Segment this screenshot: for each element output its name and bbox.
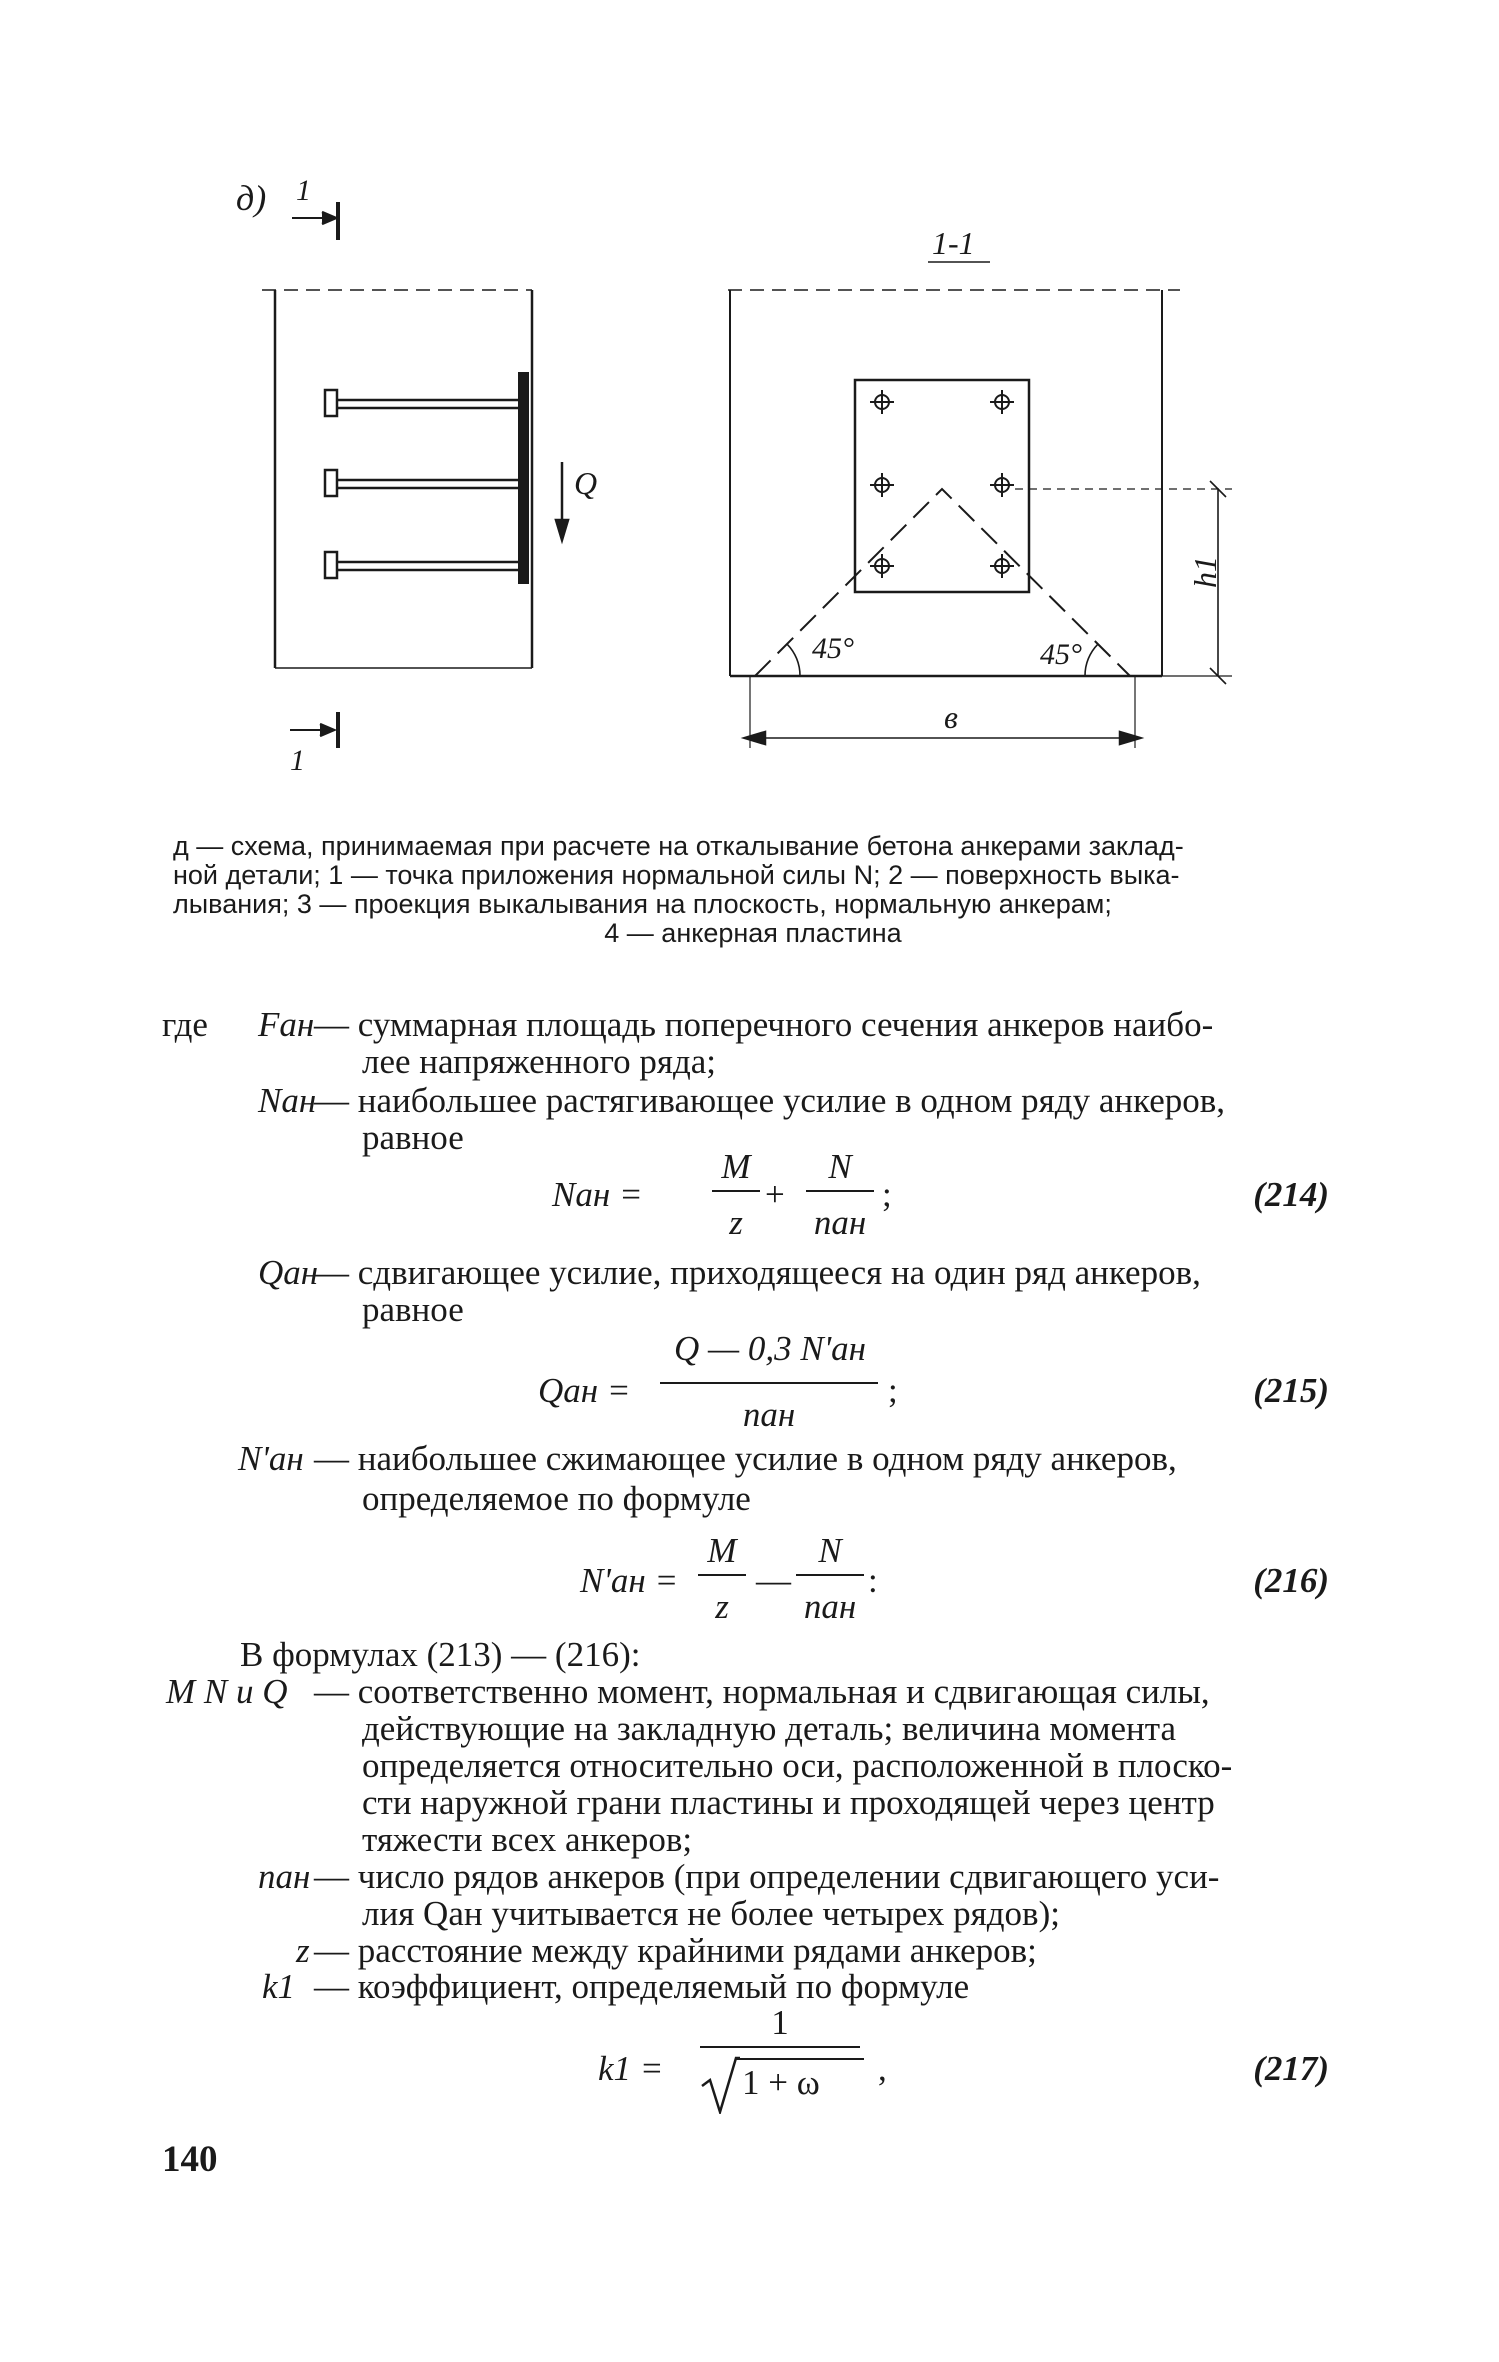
section-mark-bottom: 1 xyxy=(290,744,305,777)
definition-line: — число рядов анкеров (при определении сдвигающего уси- xyxy=(314,1857,1220,1896)
equation-number: (216) xyxy=(1253,1561,1329,1600)
eq-numerator: N xyxy=(828,1147,852,1186)
where-word: где xyxy=(162,1005,208,1044)
eq-denominator: 1 + ω xyxy=(742,2063,820,2102)
figure-caption xyxy=(173,832,1333,948)
eq-denominator: z xyxy=(729,1203,743,1242)
eq-operator: + xyxy=(765,1175,785,1214)
caption-line: лывания; 3 — проекция выкалывания на плоскость, нормальную анкерам; xyxy=(173,889,1112,919)
equation-number: (217) xyxy=(1253,2049,1329,2088)
eq-end: : xyxy=(868,1561,878,1600)
definition-line: — коэффициент, определяемый по формуле xyxy=(314,1967,970,2006)
caption-line: ной детали; 1 — точка приложения нормальной силы N; 2 — поверхность выка- xyxy=(173,860,1180,890)
definition-line: равное xyxy=(362,1290,464,1329)
term-k1: k1 xyxy=(262,1967,296,2006)
eq-denominator: nан xyxy=(803,1587,857,1626)
angle-label-right: 45° xyxy=(1040,638,1082,671)
eq-lhs: N'ан = xyxy=(580,1561,679,1600)
dim-b-label: в xyxy=(944,699,958,735)
definition-line: равное xyxy=(362,1118,464,1157)
panel-label: д) xyxy=(236,178,267,218)
term-f-an: Fан xyxy=(258,1005,315,1044)
definition-line: лее напряженного ряда; xyxy=(362,1042,717,1081)
definition-line: — расстояние между крайними рядами анкеров; xyxy=(314,1931,1037,1970)
caption-line: д — схема, принимаемая при расчете на откалывание бетона анкерами заклад- xyxy=(173,831,1184,861)
equation-number: (215) xyxy=(1253,1371,1329,1410)
formulas-intro: В формулах (213) — (216): xyxy=(240,1635,641,1674)
definition-line: лия Qан учитывается не более четырех рядов); xyxy=(362,1894,1060,1933)
term-q-an: Qан xyxy=(258,1253,319,1292)
definition-line: сти наружной грани пластины и проходящей через центр xyxy=(362,1783,1215,1822)
term-z: z xyxy=(296,1931,310,1970)
sqrt-sign xyxy=(700,2056,740,2114)
eq-numerator: Q — 0,3 N'ан xyxy=(673,1329,867,1368)
definition-line: тяжести всех анкеров; xyxy=(362,1820,693,1859)
definition-line: действующие на закладную деталь; величина момента xyxy=(362,1709,1177,1748)
eq-end: ; xyxy=(882,1175,892,1214)
page-number: 140 xyxy=(162,2139,218,2180)
eq-numerator: M xyxy=(721,1147,751,1186)
figure xyxy=(0,0,1499,820)
eq-lhs: Qан = xyxy=(538,1371,631,1410)
definition-line: — сдвигающее усилие, приходящееся на один ряд анкеров, xyxy=(314,1253,1201,1292)
equation-number: (214) xyxy=(1253,1175,1329,1214)
eq-lhs: Nан = xyxy=(552,1175,643,1214)
eq-end: ; xyxy=(888,1371,898,1410)
definition-line: определяемое по формуле xyxy=(362,1479,751,1518)
section-mark-top: 1 xyxy=(296,174,311,207)
dim-h-label: h1 xyxy=(1187,556,1223,588)
eq-lhs: k1 = xyxy=(598,2049,664,2088)
eq-numerator: M xyxy=(707,1531,737,1570)
eq-denominator: nан xyxy=(742,1395,796,1434)
term-n-an: Nан xyxy=(258,1081,317,1120)
definition-line: — наибольшее растягивающее усилие в одном ряду анкеров, xyxy=(314,1081,1226,1120)
eq-denominator: nан xyxy=(813,1203,867,1242)
caption-line: 4 — анкерная пластина xyxy=(604,918,902,948)
eq-denominator: z xyxy=(715,1587,729,1626)
eq-end: , xyxy=(878,2049,887,2088)
definition-line: — соответственно момент, нормальная и сдвигающая силы, xyxy=(314,1672,1210,1711)
eq-operator: — xyxy=(756,1561,791,1600)
term-n-an-count: nан xyxy=(258,1857,311,1896)
angle-label-left: 45° xyxy=(812,632,854,665)
term-mnq: M N и Q xyxy=(166,1672,288,1711)
force-label: Q xyxy=(574,465,598,501)
definition-line: определяется относительно оси, расположенной в плоско- xyxy=(362,1746,1233,1785)
section-title: 1-1 xyxy=(932,225,975,261)
term-n-prime-an: N'ан xyxy=(238,1439,304,1478)
eq-numerator: N xyxy=(818,1531,842,1570)
definition-line: — наибольшее сжимающее усилие в одном ряду анкеров, xyxy=(314,1439,1177,1478)
definition-line: — суммарная площадь поперечного сечения анкеров наибо- xyxy=(314,1005,1214,1044)
eq-numerator: 1 xyxy=(771,2003,789,2042)
